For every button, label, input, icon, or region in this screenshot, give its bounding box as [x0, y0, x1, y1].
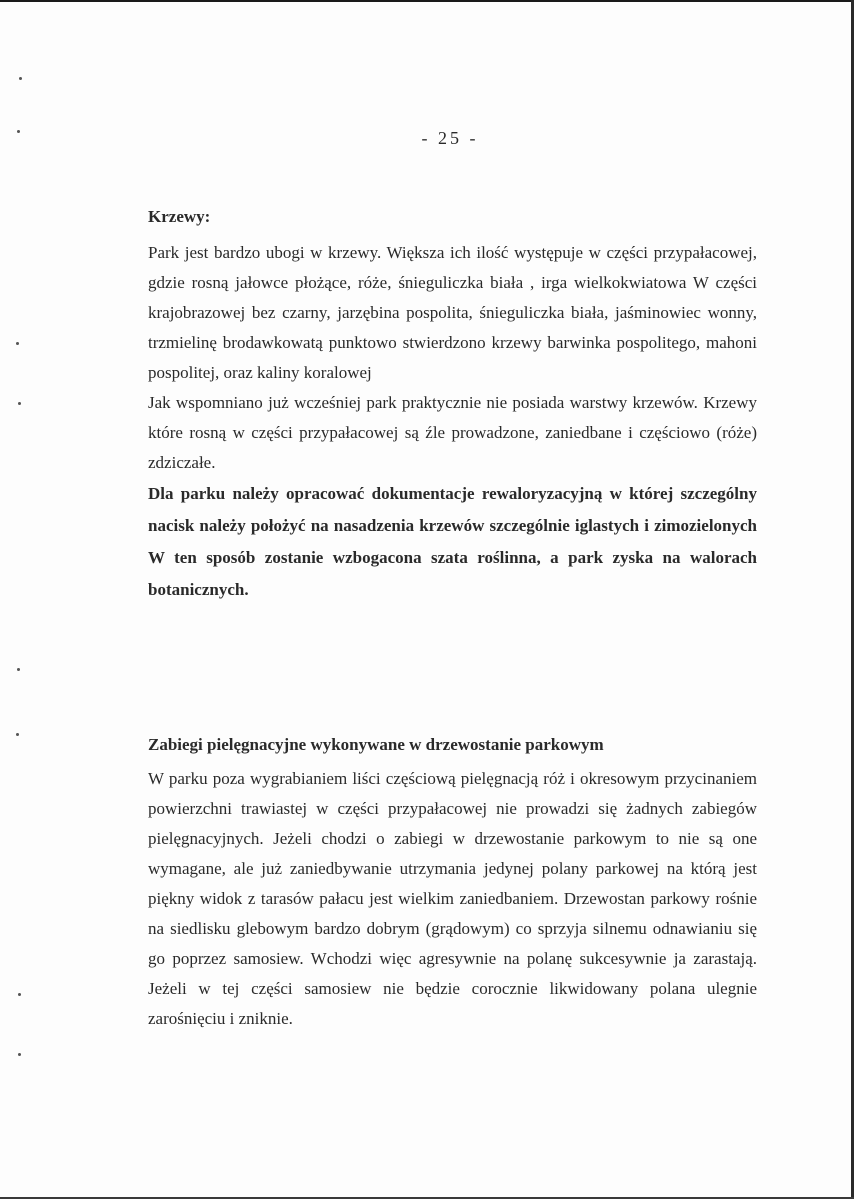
- section-heading: Zabiegi pielęgnacyjne wykonywane w drzewostanie parkowym: [148, 735, 604, 754]
- section-shrubs: [148, 207, 757, 606]
- paragraph: Jak wspomniano już wcześniej park praktycznie nie posiada warstwy krzewów. Krzewy które rosną w części przypałacowej są źle prowadzone, zaniedbane i częściowo (róże) zdziczałe.: [148, 393, 757, 472]
- page-number: - 25 -: [421, 128, 479, 148]
- paragraph: W parku poza wygrabianiem liści częściową pielęgnacją róż i okresowym przycinaniem powierzchni trawiastej w części przypałacowej nie prowadzi się żadnych zabiegów pielęgnacyjnych. Jeżeli chodzi o zabiegi w drzewostanie parkowym to nie są one wymagane, ale już zaniedbywanie utrzymania jedynej polany parkowej na którą jest piękny widok z tarasów pałacu jest wielkim zaniedbaniem. Drzewostan parkowy rośnie na siedlisku glebowym bardzo dobrym (grądowym) co sprzyja silnemu odnawianiu się go poprzez samosiew. Wchodzi więc agresywnie na polanę sukcesywnie ja zarastają. Jeżeli w tej części samosiew nie będzie corocznie likwidowany polana ulegnie zarośnięciu i zniknie.: [148, 769, 757, 1028]
- scan-speck: [18, 402, 21, 405]
- paragraph: Park jest bardzo ubogi w krzewy. Większa ich ilość występuje w części przypałacowej, gdzie rosną jałowce płożące, róże, śnieguliczka biała , irga wielkokwiatowa W części krajobrazowej bez czarny, jarzębina pospolita, śnieguliczka biała, jaśminowiec wonny, trzmielinę brodawkowatą punktowo stwierdzono krzewy barwinka pospolitego, mahoni pospolitej, oraz kaliny koralowej: [148, 243, 757, 382]
- page-top-edge: [0, 0, 854, 2]
- scan-speck: [18, 1053, 21, 1056]
- scan-speck: [16, 342, 19, 345]
- scan-speck: [19, 77, 22, 80]
- section-care-treatments: [148, 735, 757, 1034]
- scan-speck: [18, 993, 21, 996]
- scan-speck: [16, 733, 19, 736]
- recommendation-paragraph: Dla parku należy opracować dokumentacje rewaloryzacyjną w której szczególny nacisk należy położyć na nasadzenia krzewów szczególnie iglastych i zimozielonych W ten sposób zostanie wzbogacona szata roślinna, a park zyska na walorach botanicznych.: [148, 484, 757, 599]
- section-heading: Krzewy:: [148, 207, 211, 226]
- scan-speck: [17, 668, 20, 671]
